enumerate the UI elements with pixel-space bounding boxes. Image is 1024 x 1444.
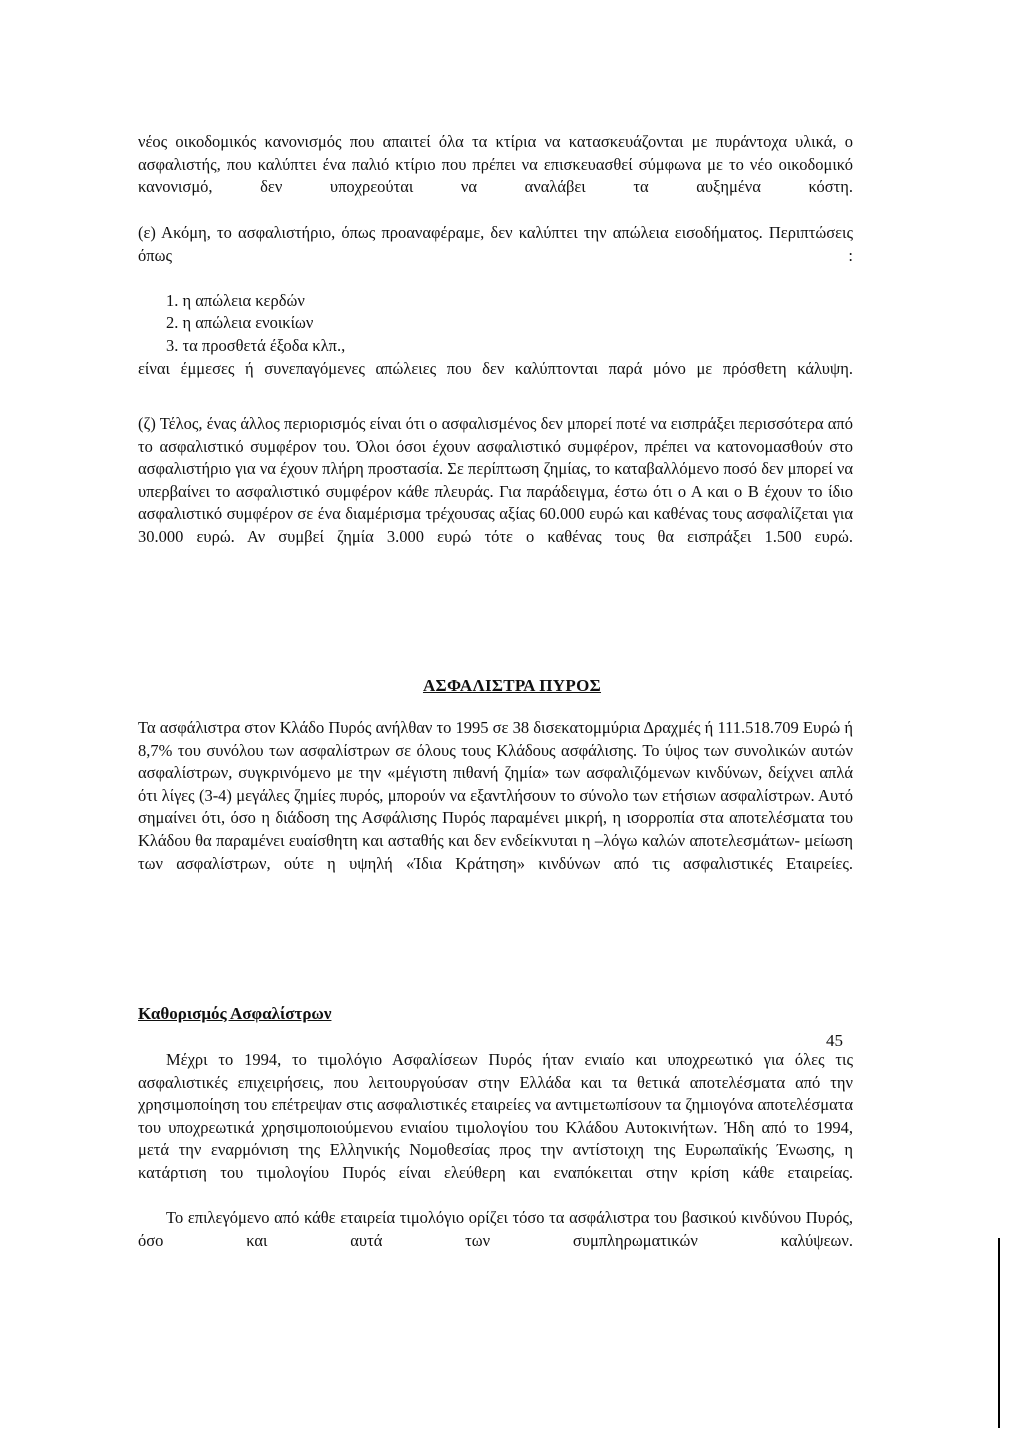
list-item: 2. η απώλεια ενοικίων (166, 313, 314, 333)
paragraph-text: νέος οικοδομικός κανονισμός που απαιτεί όλα τα κτίρια να κατασκευάζονται με πυράντοχα υλικά, ο ασφαλιστής, που καλύπτει ένα παλιό κτίριο που πρέπει να επισκευασθεί σύμφωνα με το νέο οικοδομικό κανονισμό, δεν υποχρεούται να αναλάβει τα αυξημένα κόστη. (138, 132, 853, 197)
loss-list (138, 290, 853, 358)
section-heading-fire-premiums: ΑΣΦΑΛΙΣΤΡΑ ΠΥΡΟΣ (422, 676, 602, 695)
paragraph-text: είναι έμμεσες ή συνεπαγόμενες απώλειες που δεν καλύπτονται παρά μόνο με πρόσθετη κάλυψη. (138, 358, 853, 378)
paragraph-building-code (138, 131, 853, 221)
page-number: 45 (826, 1031, 843, 1050)
paragraph-text: (ζ) Τέλος, ένας άλλος περιορισμός είναι ότι ο ασφαλισμένος δεν μπορεί ποτέ να εισπράξει περισσότερα από το ασφαλιστικό συμφέρον του. Όλοι όσοι έχουν ασφαλιστικό συμφέρον, πρέπει να κατονομασθούν στο ασφαλιστήριο για να έχουν πλήρη προστασία. Σε περίπτωση ζημίας, το καταβαλλόμενο ποσό δεν μπορεί να υπερβαίνει το ασφαλιστικό συμφέρον κάθε πλευράς. Για παράδειγμα, έστω ότι ο Α και ο Β έχουν το ίδιο ασφαλιστικό συμφέρον σε ένα διαμέρισμα τρέχουσας αξίας 60.000 ευρώ και καθένας τους ασφαλίζεται για 30.000 ευρώ. Αν συμβεί ζημία 3.000 ευρώ τότε ο καθένας τους θα εισπράξει 1.500 ευρώ. (138, 414, 853, 546)
margin-line (998, 1238, 1000, 1428)
list-item: 3. τα προσθετά έξοδα κλπ., (166, 335, 346, 355)
paragraph-fire-premiums (138, 717, 853, 898)
section-heading-premium-determination: Καθορισμός Ασφαλίστρων (138, 1004, 332, 1023)
paragraph-text: Τα ασφάλιστρα στον Κλάδο Πυρός ανήλθαν το 1995 σε 38 δισεκατομμύρια Δραχμές ή 111.518.709 Ευρώ ή 8,7% του συνόλου των ασφαλίστρων σε όλους τους Κλάδους ασφάλισης. Το ύψος των συνολικών αυτών ασφαλίστρων, συγκρινόμενο με την «μέγιστη πιθανή ζημία» των ασφαλιζόμενων κινδύνων, δείχνει απλά ότι λίγες (3-4) μεγάλες ζημίες πυρός, μπορούν να εξαντλήσουν το σύνολο των ετήσιων ασφαλίστρων. Αυτό σημαίνει ότι, όσο η διάδοση της Ασφάλισης Πυρός παραμένει μικρή, η ισορροπία στα αποτελέσματα του Κλάδου θα παραμένει ευαίσθητη και ασταθής και δεν ενδείκνυται η –λόγω καλών αποτελεσμάτων- μείωση των ασφαλίστρων, ούτε η υψηλή «Ίδια Κράτηση» κινδύνων από τις ασφαλιστικές Εταιρείες. (138, 718, 853, 873)
paragraph-income-loss (138, 222, 853, 403)
paragraph-text: Μέχρι το 1994, το τιμολόγιο Ασφαλίσεων Πυρός ήταν ενιαίο και υποχρεωτικό για όλες τις ασφαλιστικές επιχειρήσεις, που λειτουργούσαν στην Ελλάδα και τα θετικά αποτελέσματα από την χρησιμοποίηση του επέτρεψαν στις ασφαλιστικές εταιρείες να αντιμετωπίσουν τα ζημιογόνα αποτελέσματα του υποχρεωτικά χρησιμοποιούμενου ενιαίου τιμολογίου του Κλάδου Αυτοκινήτων. Ήδη από το 1994, μετά την εναρμόνιση της Ελληνικής Νομοθεσίας προς την αντίστοιχη της Ευρωπαϊκής Ένωσης, η κατάρτιση του τιμολογίου Πυρός είναι ελεύθερη και εναπόκειται στην κρίση κάθε εταιρείας. (138, 1050, 853, 1182)
paragraph-insurable-interest (138, 413, 853, 571)
paragraph-text: Το επιλεγόμενο από κάθε εταιρεία τιμολόγιο ορίζει τόσο τα ασφάλιστρα του βασικού κινδύνου Πυρός, όσο και αυτά των συμπληρωματικών καλύψεων. (138, 1208, 853, 1250)
paragraph-tariff-history (138, 1049, 853, 1275)
paragraph-text: (ε) Ακόμη, το ασφαλιστήριο, όπως προαναφέραμε, δεν καλύπτει την απώλεια εισοδήματος. Περιπτώσεις όπως : (138, 223, 853, 265)
list-item: 1. η απώλεια κερδών (166, 290, 305, 310)
